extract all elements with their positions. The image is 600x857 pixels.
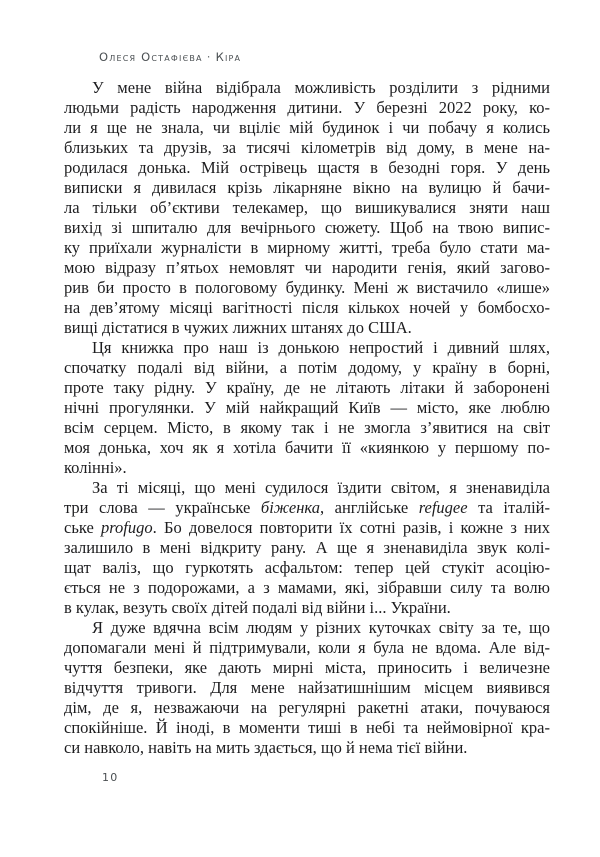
text-segment: допомагали мені й підтримували, коли я була не вдома. Але від- xyxy=(64,638,550,657)
text-segment: спокійніше. Й іноді, в моменти тиші в небі та неймовірної кра- xyxy=(64,718,550,737)
text-line xyxy=(64,358,550,378)
text-segment: відчуття тривоги. Для мене найзатишнішим місцем виявився xyxy=(64,678,550,697)
text-line xyxy=(64,98,550,118)
text-segment: ське xyxy=(64,518,101,537)
italic-text-segment: profugo xyxy=(101,518,153,537)
text-line xyxy=(64,378,550,398)
text-segment: колінні». xyxy=(64,458,127,477)
text-segment: ла тільки об’єктиви телекамер, що вишикувалися зняти наш xyxy=(64,198,550,217)
body-text xyxy=(64,78,550,758)
text-segment: У мене війна відібрала можливість розділити з рідними xyxy=(92,78,550,97)
text-segment: Ця книжка про наш із донькою непростий і дивний шлях, xyxy=(92,338,550,357)
text-line xyxy=(64,538,550,558)
text-line xyxy=(64,498,550,518)
text-segment: ку приїхали журналісти в мирному житті, треба було стати ма- xyxy=(64,238,550,257)
text-line xyxy=(64,698,550,718)
text-segment: в кулак, везуть своїх дітей подалі від війни і... України. xyxy=(64,598,451,617)
paragraph xyxy=(64,78,550,338)
text-line xyxy=(64,198,550,218)
text-segment: Я дуже вдячна всім людям у різних куточках світу за те, що xyxy=(92,618,550,637)
text-line xyxy=(64,578,550,598)
text-line xyxy=(64,258,550,278)
paragraph xyxy=(64,618,550,758)
text-segment: си навколо, навіть на мить здається, що й нема тієї війни. xyxy=(64,738,468,757)
text-segment: , англійське xyxy=(319,498,419,517)
text-line xyxy=(64,238,550,258)
text-line xyxy=(64,638,550,658)
page-number: 10 xyxy=(102,771,119,784)
text-segment: близьких та друзів, за тисячі кілометрів від дому, в мене на- xyxy=(64,138,550,157)
text-segment: ли я ще не знала, чи вціліє мій будинок і чи побачу я колись xyxy=(64,118,550,137)
text-segment: вихід зі шпиталю для вечірнього сюжету. Щоб на твою випис- xyxy=(64,218,550,237)
running-header-book-title: Кіра xyxy=(215,50,242,64)
text-segment: родилася донька. Мій острівець щастя в безодні горя. У день xyxy=(64,158,550,177)
text-line xyxy=(64,558,550,578)
text-segment: ється не з подорожами, а з мамами, які, зібравши силу та волю xyxy=(64,578,550,597)
text-segment: три слова — українське xyxy=(64,498,261,517)
text-line xyxy=(64,718,550,738)
running-header-author: Олеся Остафієва xyxy=(99,50,203,64)
text-line xyxy=(64,158,550,178)
text-line xyxy=(64,598,550,618)
text-segment: та італій- xyxy=(467,498,550,517)
text-line xyxy=(64,398,550,418)
text-line xyxy=(64,658,550,678)
text-line xyxy=(64,318,550,338)
text-line xyxy=(64,278,550,298)
text-segment: залишило в мені відкриту рану. А ще я зненавиділа звук колі- xyxy=(64,538,550,557)
running-header xyxy=(99,50,241,64)
text-line xyxy=(64,438,550,458)
text-segment: мою відразу п’ятьох немовлят чи народити генія, який загово- xyxy=(64,258,550,277)
text-segment: нічні прогулянки. У мій найкращий Київ — місто, яке люблю xyxy=(64,398,550,417)
text-line xyxy=(64,118,550,138)
text-segment: щат валіз, що гуркотять асфальтом: тепер цей стукіт асоцію- xyxy=(64,558,550,577)
text-line xyxy=(64,78,550,98)
text-line xyxy=(64,418,550,438)
text-line xyxy=(64,458,550,478)
text-segment: спочатку подалі від війни, а потім додому, у країну в борні, xyxy=(64,358,550,377)
text-line xyxy=(64,178,550,198)
paragraph xyxy=(64,478,550,618)
text-line xyxy=(64,338,550,358)
text-segment: дім, де я, незважаючи на регулярні ракетні атаки, почуваюся xyxy=(64,698,550,717)
text-segment: на дев’ятому місяці вагітності після кількох ночей у бомбосхо- xyxy=(64,298,550,317)
text-segment: вищі дістатися в чужих лижних штанях до США. xyxy=(64,318,412,337)
text-line xyxy=(64,738,550,758)
text-line xyxy=(64,218,550,238)
italic-text-segment: refugee xyxy=(418,498,468,517)
text-line xyxy=(64,618,550,638)
text-segment: людьми радість народження дитини. У березні 2022 року, ко- xyxy=(64,98,550,117)
text-line xyxy=(64,518,550,538)
italic-text-segment: біженка xyxy=(260,498,320,517)
text-segment: всім серцем. Місто, в якому так і не змогла з’явитися на світ xyxy=(64,418,550,437)
text-line xyxy=(64,678,550,698)
text-segment: чуття безпеки, яке дають мирні міста, приносить і величезне xyxy=(64,658,550,677)
text-line xyxy=(64,478,550,498)
paragraph xyxy=(64,338,550,478)
text-line xyxy=(64,298,550,318)
text-segment: моя донька, хоч як я хотіла бачити її «киянкою у першому по- xyxy=(64,438,550,457)
text-segment: За ті місяці, що мені судилося їздити світом, я зненавиділа xyxy=(92,478,550,497)
running-header-separator: · xyxy=(206,50,212,64)
text-segment: проте таку рідну. У країну, де не літають літаки й заборонені xyxy=(64,378,550,397)
text-segment: рив би просто в пологовому будинку. Мені ж вистачило «лише» xyxy=(64,278,550,297)
text-line xyxy=(64,138,550,158)
text-segment: . Бо довелося повторити їх сотні разів, і кожне з них xyxy=(152,518,550,537)
text-segment: виписки я дивилася крізь лікарняне вікно на вулицю й бачи- xyxy=(64,178,550,197)
